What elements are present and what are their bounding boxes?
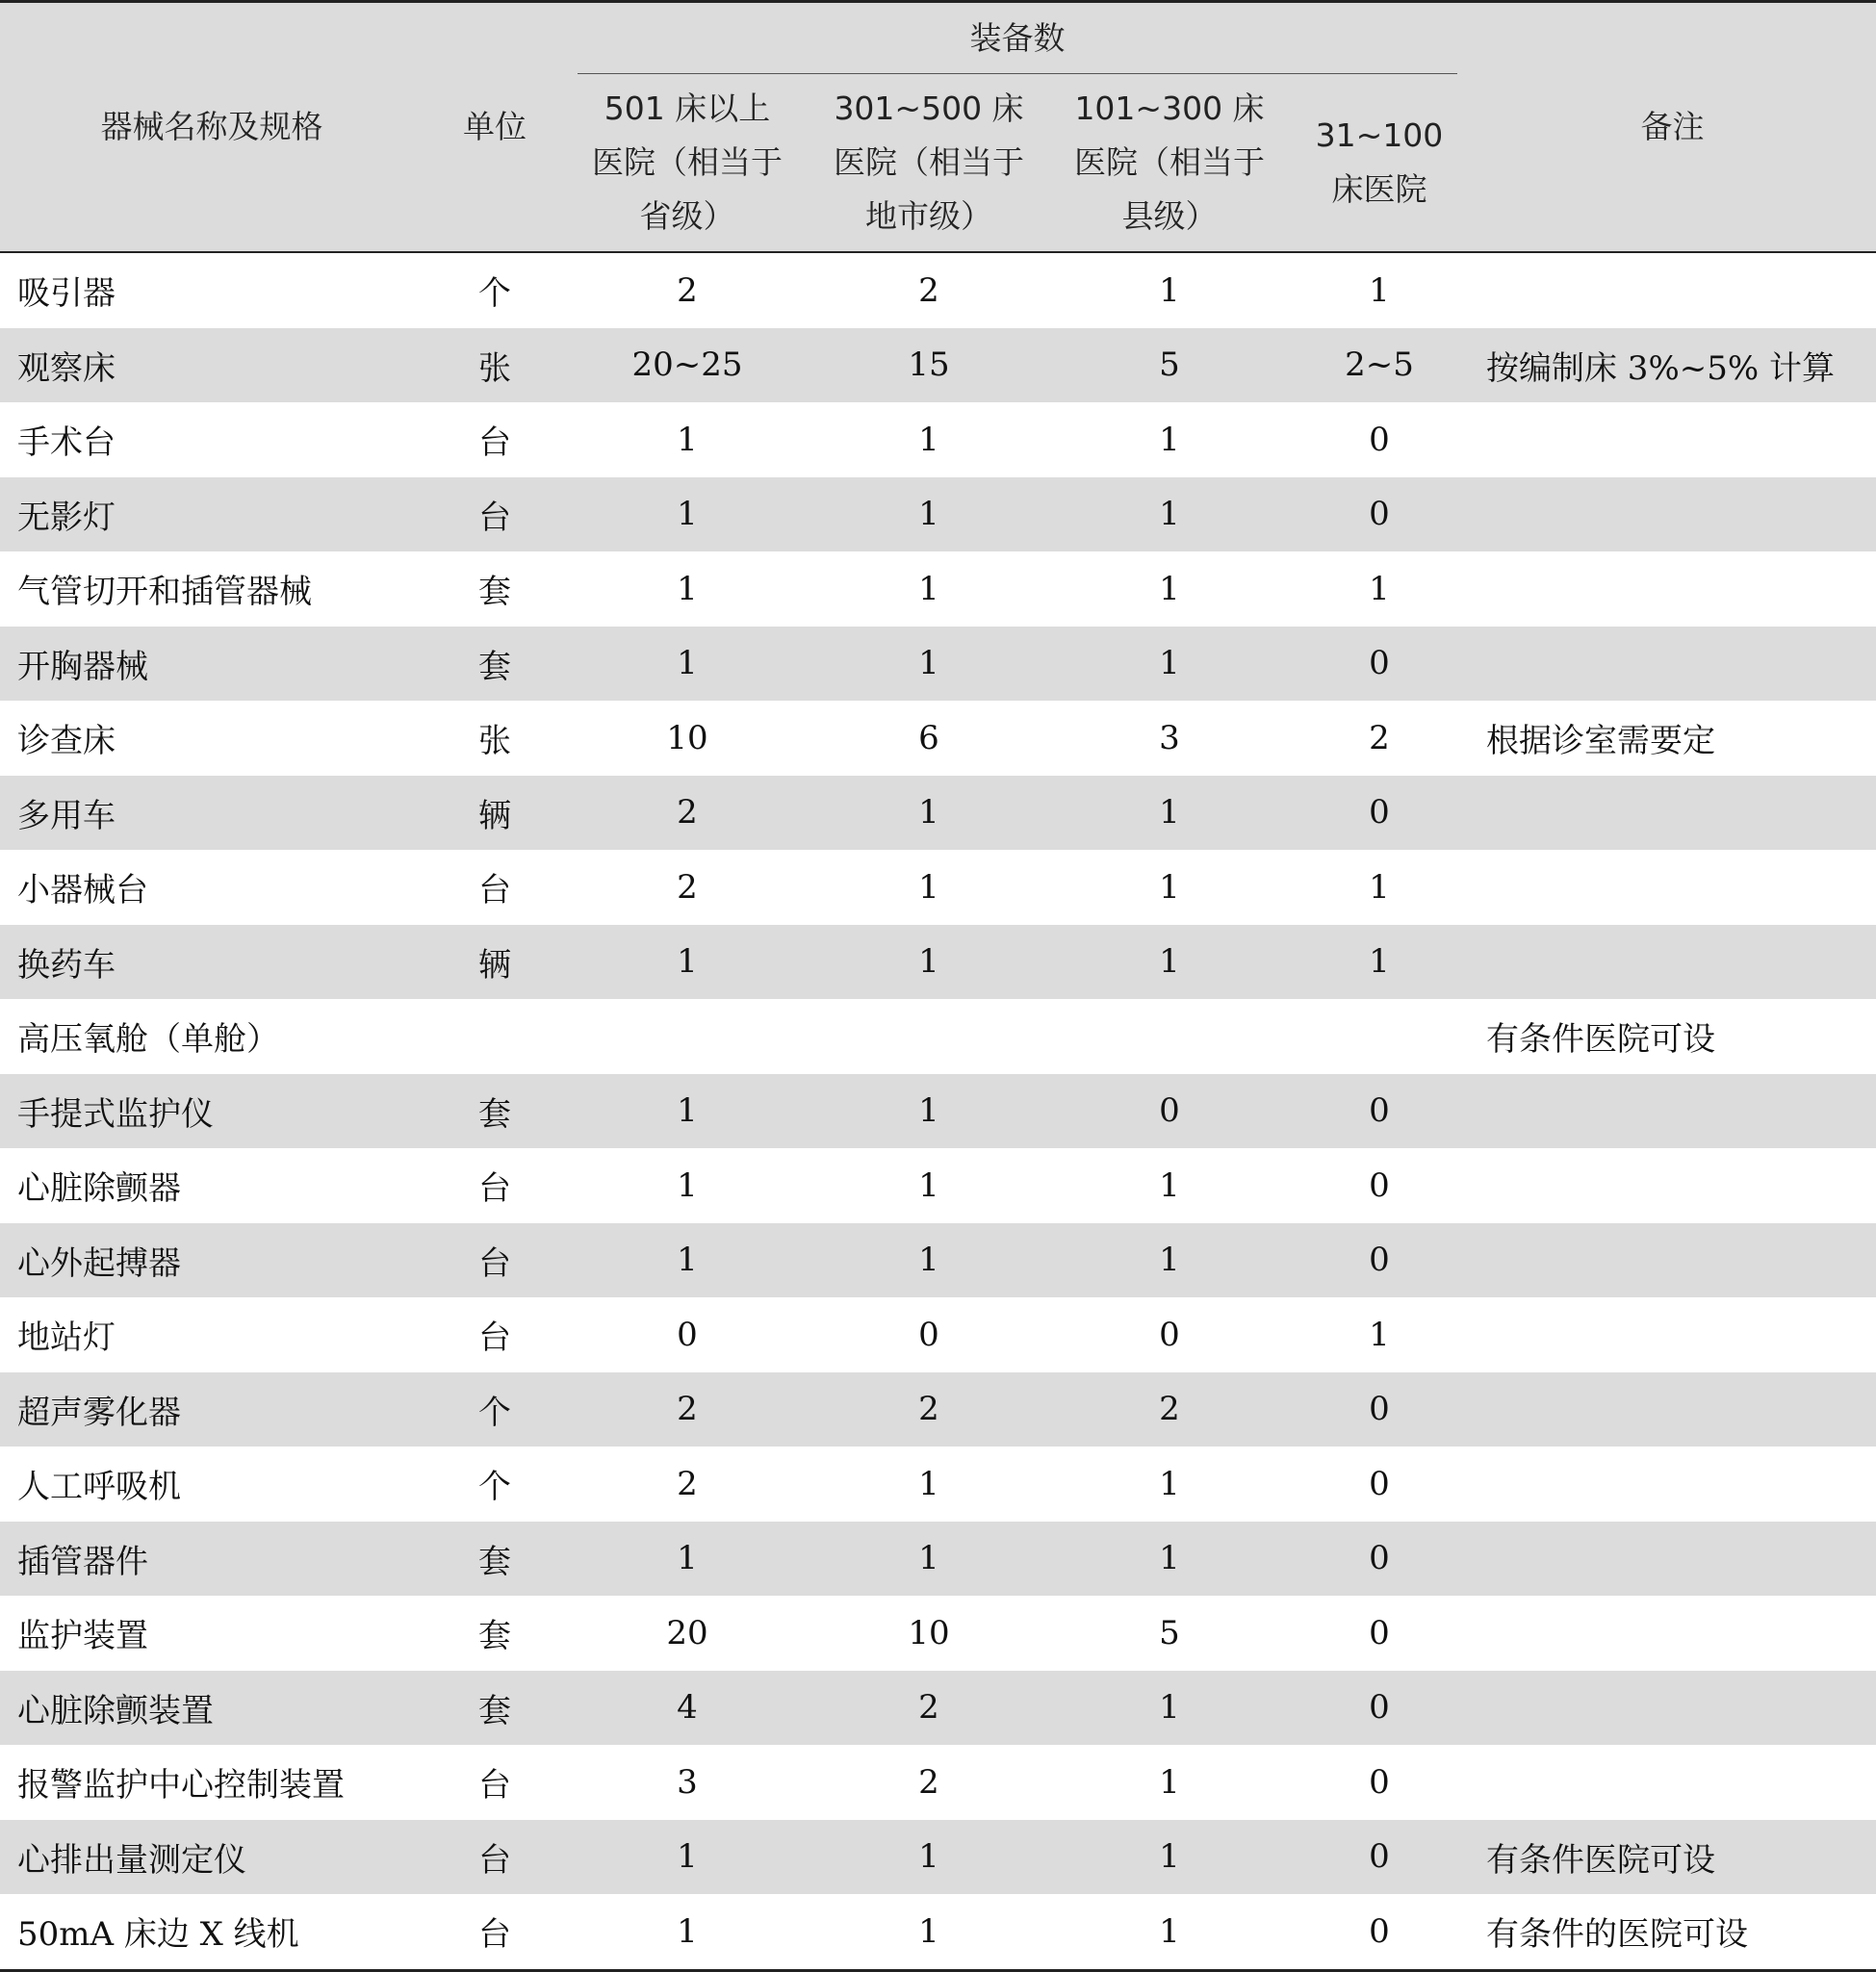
cell-count-31 [1290, 999, 1469, 1074]
cell-unit: 个 [478, 274, 511, 314]
cell-name: 监护装置 [17, 1617, 148, 1656]
cell-count-301: 1 [809, 1894, 1049, 1970]
table-row [0, 1894, 1876, 1970]
cell-count-31: 0 [1290, 1223, 1469, 1298]
table-row [0, 551, 1876, 627]
cell-count-501: 1 [566, 1894, 809, 1970]
cell-unit: 台 [478, 1766, 511, 1806]
cell-count-301: 1 [809, 477, 1049, 552]
cell-count-101: 1 [1159, 867, 1180, 907]
cell-count-301: 1 [918, 420, 939, 459]
cell-count-301: 1 [809, 1522, 1049, 1597]
table-row [0, 1074, 1876, 1149]
cell-note [1469, 1745, 1876, 1820]
tier-line: 地市级） [865, 197, 992, 235]
cell-count-31: 1 [1369, 569, 1390, 608]
cell-count-31: 2 [1369, 718, 1390, 757]
cell-count-501: 1 [566, 925, 809, 1000]
cell-count-301 [809, 999, 1049, 1074]
cell-count-501: 1 [566, 477, 809, 552]
cell-count-101: 1 [1159, 1762, 1180, 1802]
cell-count-31: 1 [1369, 270, 1390, 310]
cell-note: 有条件医院可设 [1469, 1820, 1876, 1895]
cell-count-31: 0 [1290, 627, 1469, 702]
cell-count-301: 15 [809, 328, 1049, 403]
cell-count-101: 1 [1049, 627, 1290, 702]
tier-line: 101~300 床 [1074, 90, 1265, 127]
cell-count-301: 1 [809, 776, 1049, 851]
cell-count-31: 0 [1290, 1820, 1469, 1895]
cell-count-501: 1 [677, 1165, 698, 1205]
table-row [0, 1148, 1876, 1223]
header-tier-501 [566, 74, 809, 252]
cell-name: 诊查床 [17, 722, 116, 761]
header-group-label: 装备数 [969, 19, 1066, 57]
cell-count-101: 1 [1049, 1522, 1290, 1597]
cell-name: 心外起搏器 [0, 1223, 424, 1298]
cell-unit: 个 [478, 1468, 511, 1507]
header-tier-301 [809, 74, 1049, 252]
cell-unit: 台 [478, 1169, 511, 1209]
cell-note [1469, 1522, 1876, 1597]
cell-note: 有条件医院可设 [1486, 1020, 1715, 1060]
table-row [0, 1522, 1876, 1597]
cell-count-501: 2 [566, 1372, 809, 1447]
table-row [0, 1447, 1876, 1522]
cell-count-301: 1 [809, 627, 1049, 702]
cell-count-301: 2 [809, 1372, 1049, 1447]
table-row [0, 402, 1876, 477]
cell-count-301: 1 [809, 925, 1049, 1000]
cell-note [1469, 776, 1876, 851]
cell-name: 小器械台 [17, 871, 148, 910]
cell-count-101: 1 [1159, 569, 1180, 608]
table-body [0, 252, 1876, 1970]
cell-unit [424, 999, 566, 1074]
cell-count-301: 2 [809, 1671, 1049, 1746]
tier-line: 301~500 床 [834, 90, 1024, 127]
cell-count-501: 10 [666, 718, 708, 757]
tier-line: 医院（相当于 [592, 143, 783, 181]
tier-line: 省级） [639, 197, 735, 235]
table-row [0, 850, 1876, 925]
cell-unit: 台 [478, 1319, 511, 1358]
cell-count-301: 2 [918, 1762, 939, 1802]
cell-count-501: 1 [566, 1074, 809, 1149]
cell-count-501: 2 [566, 776, 809, 851]
cell-count-31: 0 [1290, 1894, 1469, 1970]
table-row [0, 477, 1876, 552]
header-tier-101 [1049, 74, 1290, 252]
cell-count-101: 5 [1159, 1613, 1180, 1652]
cell-count-31: 0 [1290, 1372, 1469, 1447]
table-row [0, 328, 1876, 403]
cell-count-301: 2 [918, 270, 939, 310]
table-row [0, 1820, 1876, 1895]
cell-count-101: 1 [1049, 1671, 1290, 1746]
table-row [0, 1223, 1876, 1298]
cell-count-31: 0 [1369, 1464, 1390, 1503]
cell-note [1469, 1148, 1876, 1223]
table-row [0, 999, 1876, 1074]
cell-unit: 个 [424, 1372, 566, 1447]
cell-unit: 辆 [424, 925, 566, 1000]
table-row [0, 1671, 1876, 1746]
cell-name: 手提式监护仪 [0, 1074, 424, 1149]
cell-count-31: 1 [1369, 867, 1390, 907]
cell-unit: 台 [424, 477, 566, 552]
cell-name: 插管器件 [0, 1522, 424, 1597]
cell-unit: 套 [424, 627, 566, 702]
cell-count-101 [1049, 999, 1290, 1074]
cell-count-31: 0 [1290, 776, 1469, 851]
cell-name: 高压氧舱（单舱） [17, 1020, 279, 1060]
cell-count-101: 1 [1049, 925, 1290, 1000]
tier-line: 31~100 [1315, 116, 1444, 154]
cell-note [1469, 477, 1876, 552]
cell-count-101: 1 [1049, 776, 1290, 851]
table-row [0, 1596, 1876, 1671]
cell-unit: 张 [424, 328, 566, 403]
group-divider [578, 73, 1457, 74]
cell-unit: 辆 [424, 776, 566, 851]
cell-count-101: 1 [1159, 1464, 1180, 1503]
cell-name: 50mA 床边 X 线机 [0, 1894, 424, 1970]
cell-note [1469, 627, 1876, 702]
header-equipment-count [566, 2, 1469, 75]
cell-count-101: 1 [1049, 1894, 1290, 1970]
cell-unit: 套 [424, 1522, 566, 1597]
cell-count-31: 0 [1290, 1074, 1469, 1149]
cell-count-101: 1 [1049, 477, 1290, 552]
cell-count-301: 1 [918, 1464, 939, 1503]
cell-count-31: 0 [1290, 1522, 1469, 1597]
table-row [0, 925, 1876, 1000]
cell-count-301: 6 [918, 718, 939, 757]
cell-count-101: 5 [1049, 328, 1290, 403]
cell-note [1469, 1447, 1876, 1522]
cell-count-101: 2 [1049, 1372, 1290, 1447]
cell-note: 根据诊室需要定 [1486, 722, 1715, 761]
cell-count-31: 2~5 [1290, 328, 1469, 403]
cell-count-301: 0 [918, 1315, 939, 1354]
cell-count-301: 1 [809, 1820, 1049, 1895]
header-tier-31 [1290, 74, 1469, 252]
table-header [0, 2, 1876, 253]
cell-unit: 套 [478, 573, 511, 612]
cell-count-101: 1 [1159, 1165, 1180, 1205]
table-row [0, 701, 1876, 776]
cell-count-31: 0 [1369, 1762, 1390, 1802]
header-note: 备注 [1469, 2, 1876, 253]
cell-name: 超声雾化器 [0, 1372, 424, 1447]
header-unit: 单位 [424, 2, 566, 253]
table-row [0, 1372, 1876, 1447]
cell-count-501: 2 [677, 270, 698, 310]
cell-count-501: 1 [677, 569, 698, 608]
cell-note: 有条件的医院可设 [1469, 1894, 1876, 1970]
tier-line: 医院（相当于 [1074, 143, 1265, 181]
cell-count-101: 1 [1049, 1820, 1290, 1895]
cell-note [1469, 551, 1876, 627]
cell-count-501: 3 [677, 1762, 698, 1802]
cell-note [1469, 252, 1876, 328]
cell-note [1469, 1074, 1876, 1149]
cell-note [1469, 1297, 1876, 1372]
cell-unit: 张 [478, 722, 511, 761]
cell-count-101: 1 [1159, 270, 1180, 310]
table-row [0, 1297, 1876, 1372]
tier-line: 床医院 [1331, 170, 1427, 208]
cell-note [1469, 1372, 1876, 1447]
cell-count-101: 3 [1159, 718, 1180, 757]
cell-count-301: 1 [918, 569, 939, 608]
cell-count-101: 0 [1049, 1074, 1290, 1149]
cell-name: 报警监护中心控制装置 [17, 1766, 345, 1806]
cell-count-301: 10 [908, 1613, 950, 1652]
cell-count-501: 20 [666, 1613, 708, 1652]
cell-count-301: 1 [918, 867, 939, 907]
cell-count-501: 2 [677, 1464, 698, 1503]
header-name: 器械名称及规格 [0, 2, 424, 253]
table-row [0, 252, 1876, 328]
cell-note [1469, 925, 1876, 1000]
cell-count-31: 0 [1369, 1165, 1390, 1205]
cell-count-501: 1 [566, 1223, 809, 1298]
cell-count-301: 1 [918, 1165, 939, 1205]
table-row [0, 776, 1876, 851]
cell-name: 心脏除颤装置 [0, 1671, 424, 1746]
cell-name: 人工呼吸机 [17, 1468, 181, 1507]
cell-name: 开胸器械 [0, 627, 424, 702]
cell-name: 手术台 [17, 423, 116, 463]
cell-count-501: 1 [566, 1820, 809, 1895]
cell-count-501: 20~25 [566, 328, 809, 403]
cell-name: 心脏除颤器 [17, 1169, 181, 1209]
tier-line: 医院（相当于 [834, 143, 1024, 181]
cell-name: 吸引器 [17, 274, 116, 314]
cell-count-31: 1 [1290, 925, 1469, 1000]
cell-count-31: 1 [1369, 1315, 1390, 1354]
cell-count-301: 1 [809, 1074, 1049, 1149]
cell-name: 气管切开和插管器械 [17, 573, 312, 612]
cell-unit: 套 [424, 1074, 566, 1149]
cell-unit: 台 [424, 1820, 566, 1895]
cell-unit: 台 [424, 1894, 566, 1970]
cell-note [1469, 1671, 1876, 1746]
tier-line: 县级） [1121, 197, 1218, 235]
cell-note [1469, 402, 1876, 477]
cell-count-501: 0 [677, 1315, 698, 1354]
cell-count-101: 0 [1159, 1315, 1180, 1354]
cell-count-31: 0 [1369, 420, 1390, 459]
cell-count-301: 1 [809, 1223, 1049, 1298]
cell-note [1469, 850, 1876, 925]
cell-count-31: 0 [1369, 1613, 1390, 1652]
cell-unit: 台 [424, 1223, 566, 1298]
cell-count-101: 1 [1049, 1223, 1290, 1298]
cell-count-501 [566, 999, 809, 1074]
cell-note [1469, 1596, 1876, 1671]
cell-count-501: 1 [677, 420, 698, 459]
cell-name: 心排出量测定仪 [0, 1820, 424, 1895]
cell-name: 换药车 [0, 925, 424, 1000]
cell-count-501: 1 [566, 1522, 809, 1597]
cell-count-501: 2 [677, 867, 698, 907]
cell-count-31: 0 [1290, 477, 1469, 552]
tier-line: 501 床以上 [604, 90, 771, 127]
cell-unit: 套 [424, 1671, 566, 1746]
cell-name: 多用车 [0, 776, 424, 851]
cell-unit: 台 [478, 871, 511, 910]
cell-count-501: 1 [566, 627, 809, 702]
table-row [0, 1745, 1876, 1820]
cell-unit: 台 [478, 423, 511, 463]
cell-count-31: 0 [1290, 1671, 1469, 1746]
cell-note [1469, 1223, 1876, 1298]
cell-count-101: 1 [1159, 420, 1180, 459]
cell-note: 按编制床 3%~5% 计算 [1469, 328, 1876, 403]
cell-count-501: 4 [566, 1671, 809, 1746]
cell-unit: 套 [478, 1617, 511, 1656]
cell-name: 无影灯 [0, 477, 424, 552]
table-row [0, 627, 1876, 702]
cell-name: 地站灯 [17, 1319, 116, 1358]
cell-name: 观察床 [0, 328, 424, 403]
